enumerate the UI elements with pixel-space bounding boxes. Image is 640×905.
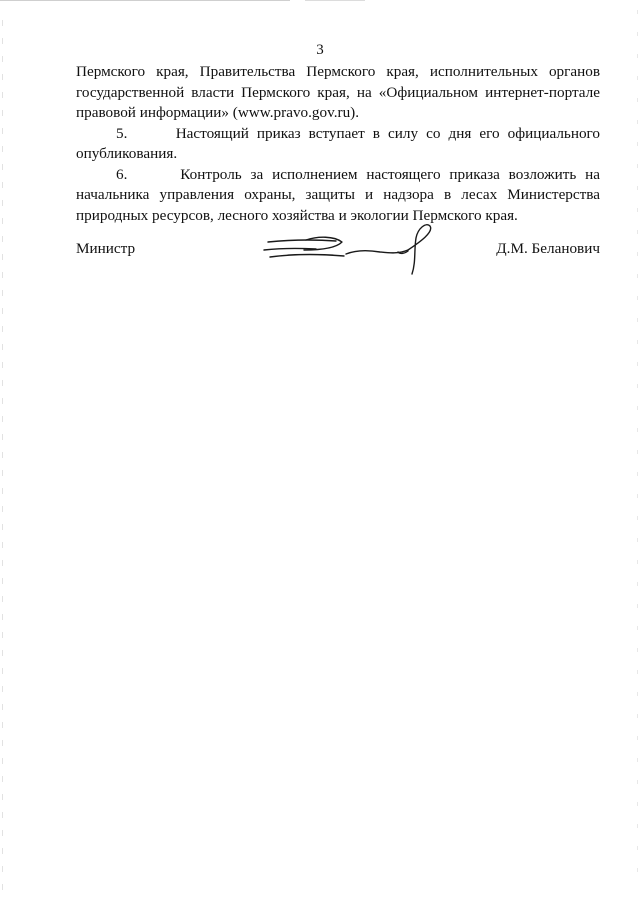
scan-artifact-right-edge <box>637 10 638 890</box>
signatory-title: Министр <box>76 240 136 257</box>
paragraph-item-6: 6. Контроль за исполнением настоящего приказа возложить на начальника управления охраны, защиты и надзора в лесах Министерства природных ресурсов, лесного хозяйства и экологии Пермского края. <box>76 165 600 224</box>
handwritten-signature <box>258 220 438 280</box>
paragraph-item-5: 5. Настоящий приказ вступает в силу со дня его официального опубликования. <box>76 124 600 162</box>
scan-artifact-left-edge <box>2 20 3 900</box>
page-number: 3 <box>316 42 324 58</box>
paragraph-continuation: Пермского края, Правительства Пермского края, исполнительных органов государственной власти Пермского края, на «Официальном интернет-портале правовой информации» (www.pravo.gov.ru). <box>76 63 600 121</box>
scan-artifact-top <box>0 0 290 1</box>
scan-artifact-top-2 <box>305 0 365 1</box>
signatory-name: Д.М. Беланович <box>496 240 600 257</box>
document-body <box>76 62 600 226</box>
